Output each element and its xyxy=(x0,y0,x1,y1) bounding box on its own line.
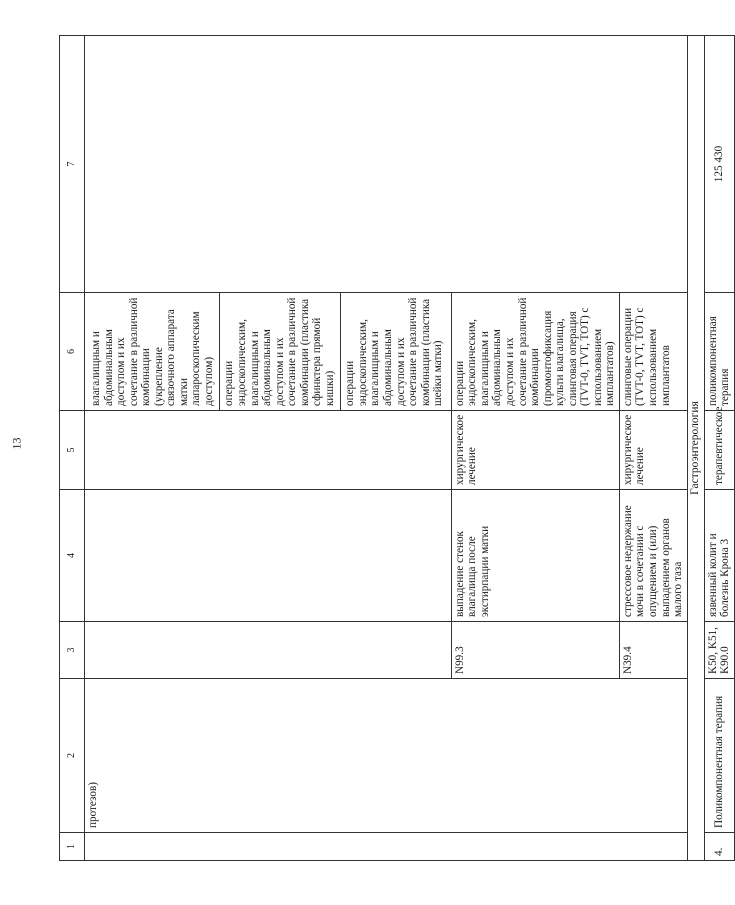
section-row xyxy=(687,36,704,861)
treatment-cell: хирургическое лечение xyxy=(619,411,687,490)
method-item: влагалищным и абдоминальным доступом и их сочетание в различной комбинации (укрепление связочного аппарата матки лапароскопическим доступом) xyxy=(87,293,220,410)
code-cell xyxy=(85,622,452,679)
treatment-cell: терапевтическое xyxy=(704,411,734,490)
row-number-cell: 4. xyxy=(704,833,734,861)
code-cell: N99.3 xyxy=(451,622,619,679)
condition-cell: язвенный колит и болезнь Крона 3 xyxy=(704,490,734,622)
column-number: 1 xyxy=(60,833,85,861)
row-number-cell xyxy=(85,833,688,861)
column-number: 7 xyxy=(60,36,85,293)
treatment-cell: хирургическое лечение xyxy=(451,411,619,490)
code-cell: K50, K51, K90.0 xyxy=(704,622,734,679)
column-number-row xyxy=(60,36,85,861)
table-row xyxy=(85,36,452,861)
method-item: операции эндоскопическим, влагалищным и абдоминальным доступом и их сочетание в различной комбинации (пластика шейки матки) xyxy=(344,297,445,406)
column-number: 4 xyxy=(60,490,85,622)
method-item: операции эндоскопическим, влагалищным и абдоминальным доступом и их сочетание в различной комбинации (пластика сфинктера прямой кишки) xyxy=(220,293,341,410)
method-cell: поликомпонентная терапия xyxy=(704,293,734,411)
continuation-name-cell: протезов) xyxy=(85,679,688,833)
page-number: 13 xyxy=(9,437,24,450)
column-number: 3 xyxy=(60,622,85,679)
treatment-cell xyxy=(85,411,452,490)
cost-cell: 125 430 xyxy=(704,36,734,293)
cost-cell xyxy=(85,36,688,293)
column-number: 6 xyxy=(60,293,85,411)
medical-care-table xyxy=(59,36,732,861)
section-title: Гастроэнтерология xyxy=(687,36,704,861)
condition-cell xyxy=(85,490,452,622)
code-cell: N39.4 xyxy=(619,622,687,679)
name-cell: Поликомпонентная терапия xyxy=(704,679,734,833)
method-cell: слинговые операции (TVT-0, TVT, TOT) с использованием имплантатов xyxy=(619,293,687,411)
condition-cell: выпадение стенок влагалища после экстирпации матки xyxy=(451,490,619,622)
table-row xyxy=(704,36,734,861)
method-cell: операции эндоскопическим, влагалищным и абдоминальным доступом и их сочетание в различной комбинации (промонтофиксация культи влагалища, слинговая операция (TVT-0, TVT, TOT) с использованием имплантатов) xyxy=(451,293,619,411)
method-cell xyxy=(85,293,452,411)
column-number: 2 xyxy=(60,679,85,833)
column-number: 5 xyxy=(60,411,85,490)
condition-cell: стрессовое недержание мочи в сочетании с опущением и (или) выпадением органов малого таза xyxy=(619,490,687,622)
